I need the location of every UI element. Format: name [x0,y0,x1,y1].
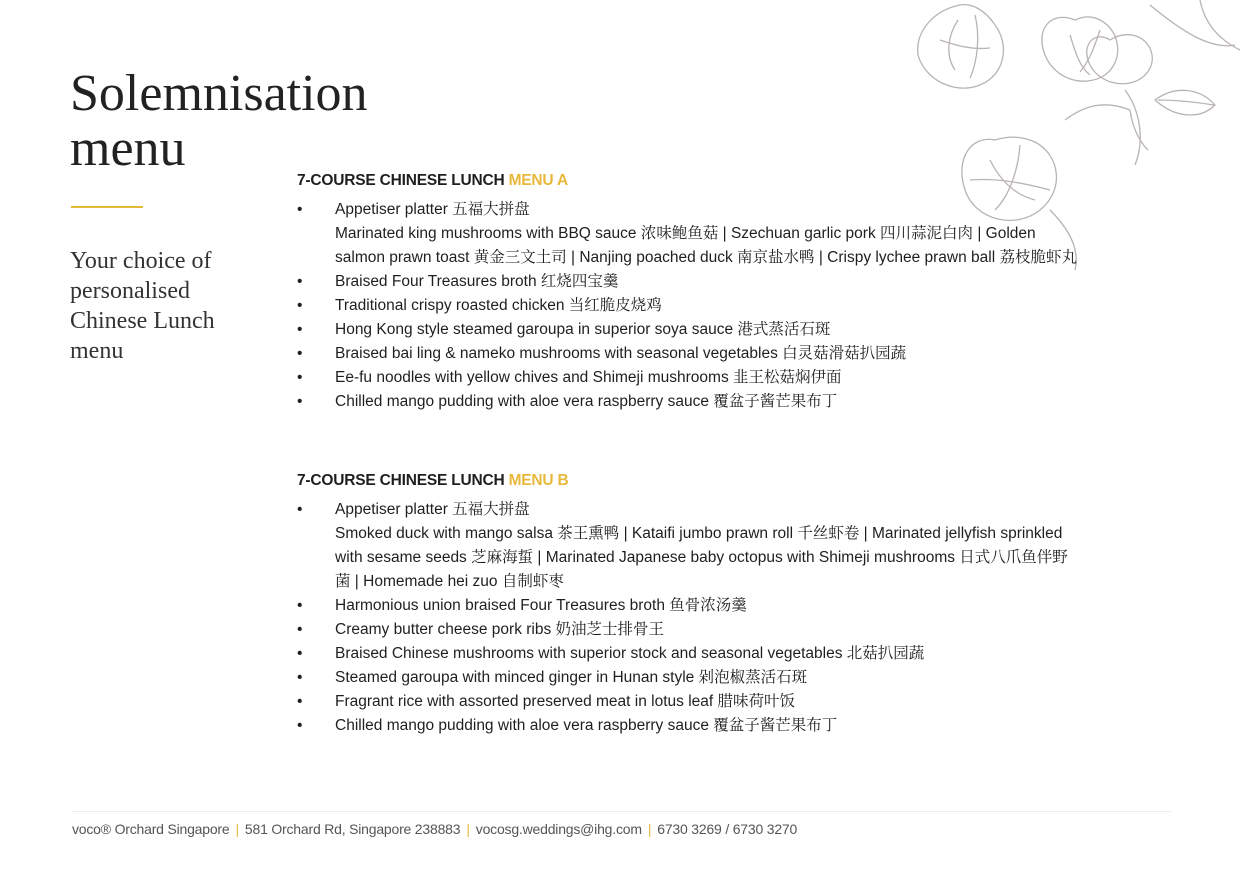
menu-b-tag: MENU B [508,472,569,489]
title-line-2: menu [70,120,186,177]
course-item [297,714,1077,738]
bullet: • [297,201,303,218]
footer-separator: | [466,821,470,837]
menu-b-heading [297,470,1077,492]
course-name: Fragrant rice with assorted preserved meat in lotus leaf 腊味荷叶饭 [335,693,796,710]
course-item [297,594,1077,618]
footer-address: 581 Orchard Rd, Singapore 238883 [244,821,461,837]
bullet: • [297,369,303,386]
page-title [70,66,430,176]
menu-a-section [297,170,1077,414]
course-name: Traditional crispy roasted chicken 当红脆皮烧鸡 [335,297,662,314]
menu-b-heading-text: 7-COURSE CHINESE LUNCH [297,472,505,489]
course-details: Smoked duck with mango salsa 茶王熏鸭 | Kataifi jumbo prawn roll 千丝虾卷 | Marinated jellyfish sprinkled with sesame seeds 芝麻海蜇 | Marinated Japanese baby octopus with Shimeji mushrooms 日式八爪鱼伴野菌 | Homemade hei zuo 自制虾枣 [335,525,1068,590]
course-item [297,618,1077,642]
course-item [297,198,1077,270]
footer-email[interactable]: vocosg.weddings@ihg.com [475,821,642,837]
menu-a-heading [297,170,1077,192]
bullet: • [297,597,303,614]
menu-b-list [297,498,1077,738]
course-name: Chilled mango pudding with aloe vera raspberry sauce 覆盆子酱芒果布丁 [335,393,838,410]
course-item [297,498,1077,594]
bullet: • [297,621,303,638]
course-name: Creamy butter cheese pork ribs 奶油芝士排骨王 [335,621,665,638]
bullet: • [297,717,303,734]
bullet: • [297,693,303,710]
course-item [297,318,1077,342]
bullet: • [297,645,303,662]
menu-b-section [297,470,1077,738]
footer-separator: | [647,821,652,837]
course-name: Appetiser platter 五福大拼盘 [335,201,530,218]
course-item [297,642,1077,666]
bullet: • [297,345,303,362]
course-name: Appetiser platter 五福大拼盘 [335,501,530,518]
course-name: Braised bai ling & nameko mushrooms with seasonal vegetables 白灵菇滑菇扒园蔬 [335,345,907,362]
bullet: • [297,297,303,314]
course-name: Hong Kong style steamed garoupa in superior soya sauce 港式蒸活石斑 [335,321,831,338]
leaf [1155,90,1215,115]
course-item [297,342,1077,366]
course-item [297,390,1077,414]
bullet: • [297,321,303,338]
footer-phone[interactable]: 6730 3269 / 6730 3270 [657,821,798,837]
footer [72,819,797,839]
flower-center [1087,35,1153,84]
course-name: Chilled mango pudding with aloe vera raspberry sauce 覆盆子酱芒果布丁 [335,717,838,734]
gold-divider [71,206,143,208]
bullet: • [297,393,303,410]
menu-a-tag: MENU A [508,172,568,189]
course-item [297,270,1077,294]
course-name: Ee-fu noodles with yellow chives and Shimeji mushrooms 韭王松菇焖伊面 [335,369,842,386]
title-line-1: Solemnisation [70,65,368,122]
menu-a-heading-text: 7-COURSE CHINESE LUNCH [297,172,505,189]
bullet: • [297,273,303,290]
footer-separator: | [235,821,239,837]
course-name: Braised Chinese mushrooms with superior stock and seasonal vegetables 北菇扒园蔬 [335,645,925,662]
course-name: Harmonious union braised Four Treasures broth 鱼骨浓汤羹 [335,597,747,614]
course-item [297,366,1077,390]
footer-divider [71,811,1171,812]
subtitle: Your choice of personalised Chinese Lunch menu [70,248,215,364]
course-details: Marinated king mushrooms with BBQ sauce 浓味鲍鱼菇 | Szechuan garlic pork 四川蒜泥白肉 | Golden salmon prawn toast 黄金三文土司 | Nanjing poached duck 南京盐水鸭 | Crispy lychee prawn ball 荔枝脆虾丸 [335,225,1077,266]
footer-brand: voco® Orchard Singapore [72,821,230,837]
course-name: Braised Four Treasures broth 红烧四宝羹 [335,273,619,290]
menu-a-list [297,198,1077,414]
course-name: Steamed garoupa with minced ginger in Hunan style 剁泡椒蒸活石斑 [335,669,808,686]
course-item [297,294,1077,318]
course-item [297,690,1077,714]
bullet: • [297,669,303,686]
bullet: • [297,501,303,518]
course-item [297,666,1077,690]
